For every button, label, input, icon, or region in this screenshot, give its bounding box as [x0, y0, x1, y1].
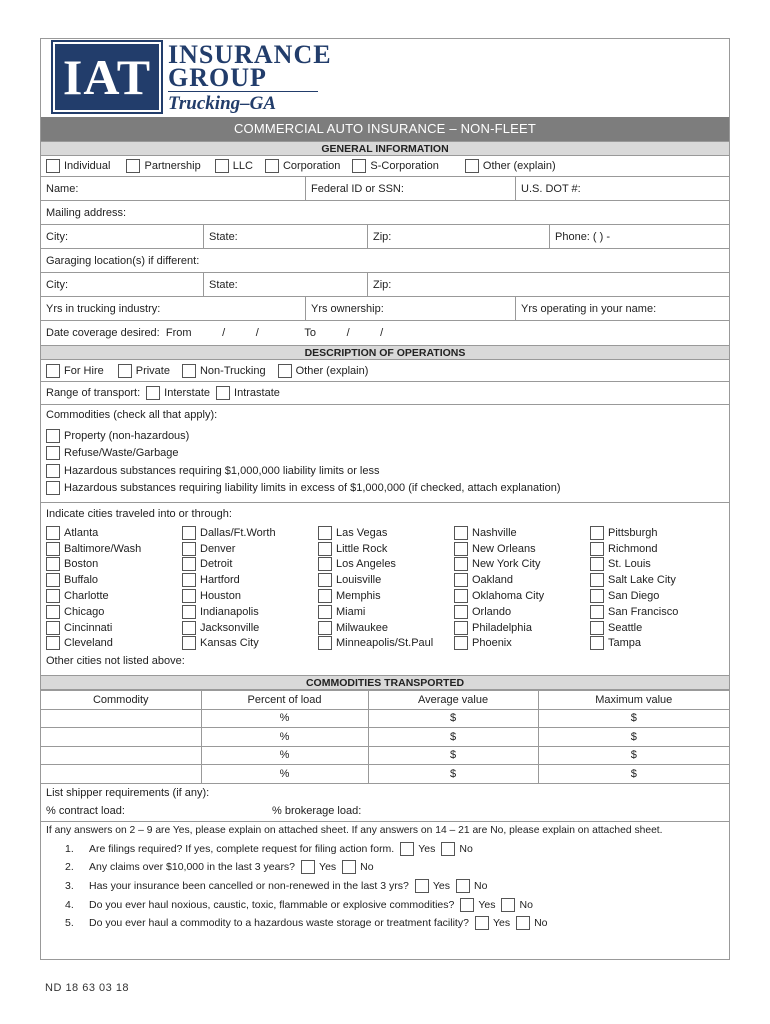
city-label: Baltimore/Wash [64, 542, 142, 555]
percent-cell[interactable]: % [201, 746, 368, 765]
city-option[interactable] [46, 525, 182, 541]
logo-line1: INSURANCE [168, 40, 332, 69]
city-option[interactable] [46, 604, 182, 620]
city-label: Las Vegas [336, 526, 388, 539]
city-label: Chicago [64, 605, 105, 618]
city-label: Atlanta [64, 526, 99, 539]
city-label: Charlotte [64, 590, 109, 603]
commodities-table [41, 690, 729, 784]
checkbox[interactable] [46, 526, 60, 540]
answer-yes[interactable] [400, 842, 435, 856]
coverage-row [41, 321, 729, 345]
entity-other[interactable]: Other (explain) [465, 159, 556, 173]
checkbox[interactable] [590, 621, 604, 635]
checkbox[interactable] [182, 636, 196, 650]
city-label: Oakland [472, 574, 513, 587]
questions-intro: If any answers on 2 – 9 are Yes, please explain on attached sheet. If any answers on 14 – 21 are No, please explain on attached sheet. [46, 824, 663, 836]
op-other[interactable]: Other (explain) [278, 364, 369, 378]
city-option[interactable] [590, 604, 726, 620]
other-cities-field[interactable]: Other cities not listed above: [46, 655, 185, 668]
dot-field[interactable]: U.S. DOT #: [515, 177, 729, 200]
city-label: Richmond [608, 542, 658, 555]
table-row [41, 746, 729, 765]
percent-cell[interactable]: % [201, 728, 368, 747]
question-number: 2. [65, 861, 74, 874]
maximum-cell[interactable]: $ [538, 765, 729, 784]
checkbox[interactable] [342, 860, 356, 874]
checkbox[interactable] [278, 364, 292, 378]
checkbox[interactable] [454, 526, 468, 540]
city-option[interactable] [454, 620, 590, 636]
contract-field[interactable]: % contract load: [46, 804, 125, 817]
average-cell[interactable]: $ [368, 746, 538, 765]
commodity-item[interactable]: Hazardous substances requiring $1,000,000 liability limits or less [46, 462, 729, 480]
checkbox[interactable] [182, 621, 196, 635]
city-label: Philadelphia [472, 621, 532, 634]
commodities-label: Commodities (check all that apply): [46, 409, 218, 421]
city-option[interactable] [182, 604, 318, 620]
checkbox[interactable] [318, 636, 332, 650]
entity-type-row [41, 156, 729, 177]
checkbox[interactable] [460, 898, 474, 912]
range-label: Range of transport: [46, 387, 141, 399]
maximum-cell[interactable]: $ [538, 746, 729, 765]
city-label: Boston [64, 558, 99, 571]
answer-yes[interactable] [475, 916, 510, 930]
garage-state-field[interactable]: State: [203, 273, 367, 296]
checkbox[interactable] [465, 159, 479, 173]
checkbox[interactable] [501, 898, 515, 912]
checkbox[interactable] [441, 842, 455, 856]
checkbox[interactable] [182, 557, 196, 571]
entity-s-corporation[interactable]: S-Corporation [352, 159, 438, 173]
city-option[interactable] [454, 572, 590, 588]
shipper-block [41, 784, 729, 822]
op-non-trucking[interactable]: Non-Trucking [182, 364, 266, 378]
checkbox[interactable] [415, 879, 429, 893]
checkbox[interactable] [46, 573, 60, 587]
city-option[interactable] [318, 636, 454, 652]
op-for-hire[interactable]: For Hire [46, 364, 104, 378]
checkbox[interactable] [126, 159, 140, 173]
question-number: 3. [65, 879, 74, 892]
city-label: Jacksonville [200, 621, 260, 634]
city-option[interactable] [318, 541, 454, 557]
answer-no[interactable] [456, 879, 487, 893]
form-title: COMMERCIAL AUTO INSURANCE – NON-FLEET [41, 117, 729, 141]
checkbox[interactable] [216, 386, 230, 400]
city-column [46, 525, 182, 651]
brokerage-field[interactable]: % brokerage load: [272, 804, 362, 817]
commodity-item[interactable]: Hazardous substances requiring liability limits in excess of $1,000,000 (if checked, attach explanation) [46, 480, 729, 498]
fein-field[interactable]: Federal ID or SSN: [305, 177, 515, 200]
city-label: Buffalo [64, 574, 99, 587]
city-option[interactable] [46, 541, 182, 557]
checkbox[interactable] [454, 573, 468, 587]
city-option[interactable] [454, 557, 590, 573]
city-option[interactable] [182, 525, 318, 541]
city-field[interactable]: City: [46, 230, 68, 243]
checkbox[interactable] [118, 364, 132, 378]
city-label: Detroit [200, 558, 233, 571]
logo-subtitle: Trucking–GA [168, 93, 277, 114]
city-option[interactable] [590, 525, 726, 541]
checkbox[interactable] [454, 557, 468, 571]
commodity-item[interactable]: Property (non-hazardous) [46, 427, 729, 445]
question-text: Are filings required? If yes, complete request for filing action form. [89, 842, 395, 855]
city-row-1 [41, 225, 729, 249]
answer-label: Yes [319, 861, 337, 874]
cities-grid [41, 525, 729, 651]
percent-cell[interactable]: % [201, 709, 368, 728]
checkbox[interactable] [318, 589, 332, 603]
city-option[interactable] [46, 572, 182, 588]
question-number: 4. [65, 898, 74, 911]
range-row [41, 382, 729, 405]
checkbox[interactable] [46, 636, 60, 650]
city-option[interactable] [454, 541, 590, 557]
answer-yes[interactable] [301, 860, 336, 874]
entity-partnership[interactable]: Partnership [126, 159, 200, 173]
checkbox[interactable] [590, 605, 604, 619]
checkbox[interactable] [182, 573, 196, 587]
answer-no[interactable] [501, 898, 532, 912]
question-number: 5. [65, 917, 74, 930]
checkbox[interactable] [318, 621, 332, 635]
col-maximum: Maximum value [538, 691, 729, 710]
logo-line2: GROUP [168, 63, 267, 92]
city-label: Phoenix [472, 637, 512, 650]
commodities-block [41, 405, 729, 503]
city-label: Tampa [608, 637, 642, 650]
checkbox[interactable] [318, 542, 332, 556]
answer-label: No [534, 917, 548, 930]
checkbox[interactable] [456, 879, 470, 893]
commodity-cell[interactable] [41, 765, 201, 784]
checkbox[interactable] [590, 573, 604, 587]
answer-label: No [519, 898, 533, 911]
city-option[interactable] [182, 557, 318, 573]
city-option[interactable] [590, 636, 726, 652]
entity-individual[interactable]: Individual [46, 159, 110, 173]
city-label: Houston [200, 590, 241, 603]
garaging-row [41, 249, 729, 273]
checkbox[interactable] [318, 557, 332, 571]
mailing-row [41, 201, 729, 225]
city-label: Louisville [336, 574, 382, 587]
maximum-cell[interactable]: $ [538, 728, 729, 747]
section-transported: COMMODITIES TRANSPORTED [41, 675, 729, 690]
city-option[interactable] [182, 620, 318, 636]
city-label: Miami [336, 605, 366, 618]
percent-cell[interactable]: % [201, 765, 368, 784]
checkbox[interactable] [475, 916, 489, 930]
question-row [41, 858, 729, 877]
mailing-field[interactable]: Mailing address: [46, 206, 127, 219]
commodity-cell[interactable] [41, 709, 201, 728]
commodity-cell[interactable] [41, 728, 201, 747]
answer-label: Yes [418, 842, 436, 855]
col-percent: Percent of load [201, 691, 368, 710]
checkbox[interactable] [46, 159, 60, 173]
checkbox[interactable] [516, 916, 530, 930]
city-option[interactable] [590, 541, 726, 557]
answer-label: No [474, 879, 488, 892]
city-label: Oklahoma City [472, 590, 545, 603]
city-option[interactable] [182, 636, 318, 652]
entity-corporation[interactable]: Corporation [265, 159, 340, 173]
average-cell[interactable]: $ [368, 765, 538, 784]
question-row [41, 877, 729, 896]
answer-yes[interactable] [460, 898, 495, 912]
checkbox[interactable] [46, 446, 60, 460]
cities-block [41, 503, 729, 675]
question-row [41, 895, 729, 914]
question-number: 1. [65, 842, 74, 855]
city-label: Nashville [472, 526, 517, 539]
question-text: Any claims over $10,000 in the last 3 years? [89, 861, 296, 874]
table-row [41, 709, 729, 728]
checkbox[interactable] [590, 557, 604, 571]
answer-label: Yes [432, 879, 450, 892]
table-row [41, 765, 729, 784]
checkbox[interactable] [182, 364, 196, 378]
city-option[interactable] [318, 572, 454, 588]
checkbox[interactable] [301, 860, 315, 874]
answer-label: No [459, 842, 473, 855]
question-row [41, 914, 729, 933]
question-text: Do you ever haul noxious, caustic, toxic, flammable or explosive commodities? [89, 898, 455, 911]
question-text: Has your insurance been cancelled or non-renewed in the last 3 yrs? [89, 879, 409, 892]
yrs-operating-field[interactable]: Yrs operating in your name: [515, 297, 729, 320]
city-option[interactable] [454, 525, 590, 541]
checkbox[interactable] [46, 481, 60, 495]
garaging-field[interactable]: Garaging location(s) if different: [46, 254, 200, 267]
range-intrastate[interactable]: Intrastate [216, 386, 280, 400]
logo-mark: IAT [55, 44, 159, 110]
range-interstate[interactable]: Interstate [146, 386, 210, 400]
city-label: Memphis [336, 590, 381, 603]
average-cell[interactable]: $ [368, 728, 538, 747]
state-field[interactable]: State: [203, 225, 367, 248]
question-row [41, 840, 729, 859]
city-label: Indianapolis [200, 605, 259, 618]
city-label: Cincinnati [64, 621, 113, 634]
logo-rule [168, 91, 318, 92]
checkbox[interactable] [318, 526, 332, 540]
city-option[interactable] [318, 604, 454, 620]
checkbox[interactable] [46, 364, 60, 378]
commodity-cell[interactable] [41, 746, 201, 765]
checkbox[interactable] [46, 542, 60, 556]
city-option[interactable] [590, 620, 726, 636]
city-option[interactable] [182, 541, 318, 557]
city-label: Milwaukee [336, 621, 388, 634]
checkbox[interactable] [182, 589, 196, 603]
checkbox[interactable] [454, 542, 468, 556]
city-option[interactable] [318, 525, 454, 541]
city-option[interactable] [454, 588, 590, 604]
checkbox[interactable] [182, 542, 196, 556]
yrs-ownership-field[interactable]: Yrs ownership: [305, 297, 515, 320]
checkbox[interactable] [590, 589, 604, 603]
city-label: Minneapolis/St.Paul [336, 637, 434, 650]
checkbox[interactable] [265, 159, 279, 173]
answer-label: Yes [478, 898, 496, 911]
city-label: Dallas/Ft.Worth [200, 526, 276, 539]
checkbox[interactable] [318, 605, 332, 619]
average-cell[interactable]: $ [368, 709, 538, 728]
city-label: Kansas City [200, 637, 259, 650]
entity-llc[interactable]: LLC [215, 159, 253, 173]
years-row [41, 297, 729, 321]
city-option[interactable] [46, 636, 182, 652]
city-label: Seattle [608, 621, 643, 634]
city-column [454, 525, 590, 651]
checkbox[interactable] [46, 429, 60, 443]
name-field[interactable]: Name: [46, 182, 79, 195]
section-operations: DESCRIPTION OF OPERATIONS [41, 345, 729, 360]
checkbox[interactable] [46, 621, 60, 635]
checkbox[interactable] [590, 636, 604, 650]
city-label: Orlando [472, 605, 512, 618]
city-column [590, 525, 726, 651]
city-option[interactable] [590, 572, 726, 588]
city-label: Little Rock [336, 542, 388, 555]
table-header-row [41, 691, 729, 710]
name-row [41, 177, 729, 201]
city-row-2 [41, 273, 729, 297]
city-option[interactable] [454, 604, 590, 620]
answer-yes[interactable] [415, 879, 450, 893]
city-option[interactable] [318, 620, 454, 636]
question-text: Do you ever haul a commodity to a hazardous waste storage or treatment facility? [89, 917, 469, 930]
city-label: Los Angeles [336, 558, 396, 571]
checkbox[interactable] [590, 542, 604, 556]
city-label: Hartford [200, 574, 240, 587]
checkbox[interactable] [590, 526, 604, 540]
checkbox[interactable] [318, 573, 332, 587]
city-option[interactable] [182, 572, 318, 588]
city-column [318, 525, 454, 651]
answer-label: No [360, 861, 374, 874]
city-option[interactable] [46, 620, 182, 636]
city-label: Denver [200, 542, 236, 555]
phone-field[interactable]: Phone: ( ) - [549, 225, 729, 248]
city-label: San Diego [608, 590, 660, 603]
cities-label: Indicate cities traveled into or through: [46, 508, 232, 520]
zip-field[interactable]: Zip: [367, 225, 549, 248]
commodity-item[interactable]: Refuse/Waste/Garbage [46, 445, 729, 463]
checkbox[interactable] [454, 636, 468, 650]
col-commodity: Commodity [41, 691, 201, 710]
city-label: Cleveland [64, 637, 113, 650]
city-option[interactable] [46, 557, 182, 573]
city-option[interactable] [318, 588, 454, 604]
checkbox[interactable] [400, 842, 414, 856]
checkbox[interactable] [352, 159, 366, 173]
col-average: Average value [368, 691, 538, 710]
city-label: Pittsburgh [608, 526, 658, 539]
checkbox[interactable] [454, 621, 468, 635]
garage-zip-field[interactable]: Zip: [367, 273, 729, 296]
checkbox[interactable] [454, 605, 468, 619]
section-general: GENERAL INFORMATION [41, 141, 729, 156]
city-label: Salt Lake City [608, 574, 676, 587]
city-option[interactable] [590, 557, 726, 573]
shipper-field[interactable]: List shipper requirements (if any): [46, 786, 210, 799]
city-option[interactable] [46, 588, 182, 604]
city-column [182, 525, 318, 651]
table-row [41, 728, 729, 747]
op-private[interactable]: Private [118, 364, 170, 378]
maximum-cell[interactable]: $ [538, 709, 729, 728]
checkbox[interactable] [46, 464, 60, 478]
garage-city-field[interactable]: City: [46, 278, 68, 291]
checkbox[interactable] [182, 526, 196, 540]
coverage-field[interactable]: Date coverage desired: From / / To / / [46, 327, 384, 339]
city-label: New Orleans [472, 542, 536, 555]
city-option[interactable] [590, 588, 726, 604]
checkbox[interactable] [454, 589, 468, 603]
answer-label: Yes [492, 917, 511, 930]
questions-list [41, 840, 729, 933]
checkbox[interactable] [146, 386, 160, 400]
operation-type-row [41, 360, 729, 382]
form-number: ND 18 63 03 18 [45, 982, 130, 994]
checkbox[interactable] [182, 605, 196, 619]
answer-no[interactable] [441, 842, 472, 856]
city-label: San Francisco [608, 605, 679, 618]
city-label: St. Louis [608, 558, 651, 571]
checkbox[interactable] [46, 589, 60, 603]
header [41, 39, 729, 117]
city-label: New York City [472, 558, 541, 571]
city-option[interactable] [182, 588, 318, 604]
answer-no[interactable] [516, 916, 547, 930]
yrs-industry-field[interactable]: Yrs in trucking industry: [46, 302, 161, 315]
checkbox[interactable] [215, 159, 229, 173]
checkbox[interactable] [46, 557, 60, 571]
answer-no[interactable] [342, 860, 373, 874]
city-option[interactable] [318, 557, 454, 573]
city-option[interactable] [454, 636, 590, 652]
form [40, 38, 730, 960]
checkbox[interactable] [46, 605, 60, 619]
